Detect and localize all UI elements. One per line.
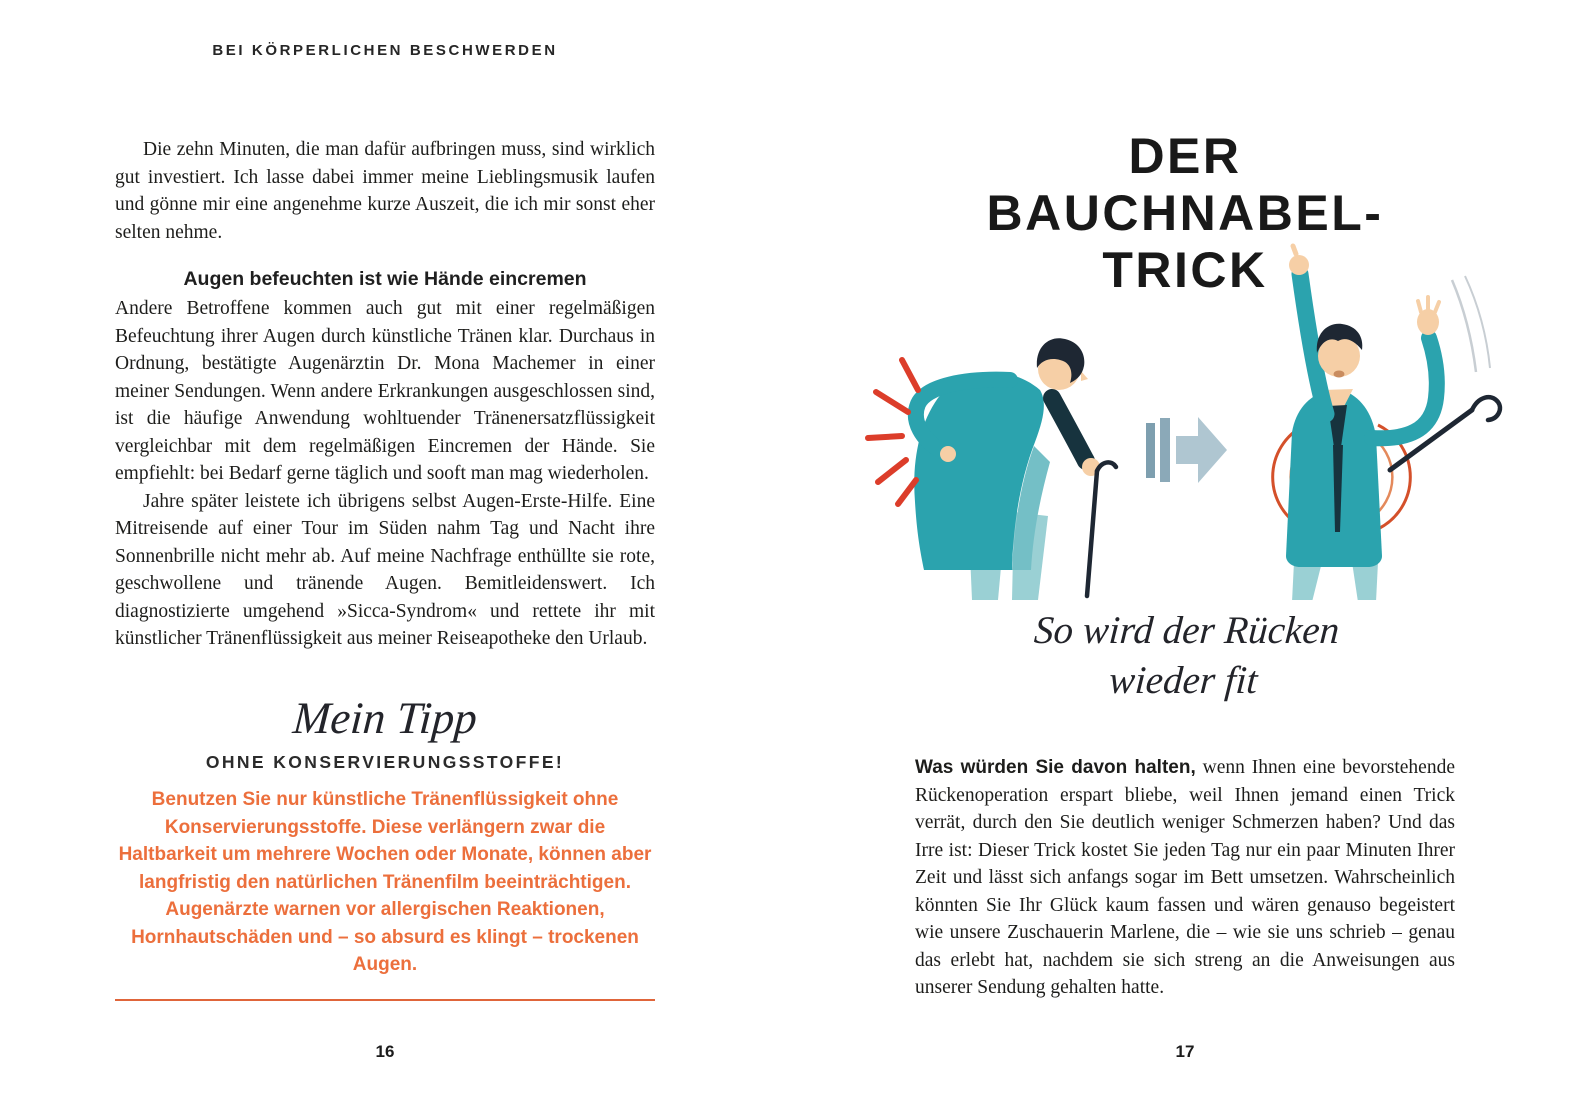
caption-line: wieder fit <box>1107 659 1259 702</box>
man-with-back-pain-figure <box>868 338 1116 600</box>
hand-on-back <box>940 446 956 462</box>
page-number-left: 16 <box>375 1042 395 1061</box>
beard-stubble <box>1334 371 1345 378</box>
cane-motion-lines <box>1452 276 1490 372</box>
paragraph-rest: wenn Ihnen eine bevorstehende Rückenoperation erspart bliebe, weil Ihnen jemand einen Trick verrät, durch den Sie deutlich weniger Schmerzen haben? Und das Irre ist: Dieser Trick kostet Sie jeden Tag nur ein paar Minuten Ihrer Zeit und lässt sich anfangs sogar im Bett umsetzen. Wahrscheinlich könnten Sie Ihr Glück kaum fassen und wären genauso begeistert wie unsere Zuschauerin Marlene, die – wie sie uns schrieb – genau das erlebt hat, nachdem sie sich streng an die Anweisungen aus unserer Sendung gehalten hatte. <box>915 757 1455 998</box>
tip-script-title: Mein Tipp <box>291 693 479 743</box>
paragraph <box>915 754 1455 1002</box>
caption-line: So wird der Rücken <box>1032 609 1341 652</box>
paragraph-lead-in: Was würden Sie davon halten, <box>915 757 1196 778</box>
chapter-title-line: DER <box>1128 128 1242 184</box>
running-head: BEI KÖRPERLICHEN BESCHWERDEN <box>212 42 558 59</box>
transition-arrow-icon <box>1146 417 1227 483</box>
left-text-column <box>115 136 655 653</box>
paragraph: Andere Betroffene kommen auch gut mit einer regelmäßigen Befeuchtung ihrer Augen durch künstliche Tränen klar. Durchaus in Ordnung, bestätigte Augenärztin Dr. Mona Machemer in einer meiner Sendungen. Wenn andere Erkrankungen ausgeschlossen sind, ist die häufige Anwendung wohltuender Tränenersatzflüssigkeit vergleichbar mit dem regelmäßigen Eincremen der Hände. Sie empfiehlt: bei Bedarf gerne täglich und sooft man mag wiederholen. <box>115 298 655 484</box>
raised-fist <box>1289 255 1309 275</box>
tip-body-text: Benutzen Sie nur künstliche Tränenflüssigkeit ohne Konservierungsstoffe. Diese verlängern zwar die Haltbarkeit um mehrere Wochen oder Monate, können aber langfristig den natürlichen Tränenfilm beeinträchtigen. Augenärzte warnen vor allergischen Reaktionen, Hornhautschäden und – so absurd es klingt – trockenen Augen. <box>118 789 652 975</box>
tip-box <box>115 688 655 1001</box>
paragraph: Jahre später leistete ich übrigens selbst Augen-Erste-Hilfe. Eine Mitreisende auf einer Tour im Süden nahm Tag und Nacht ihre Sonnenbrille nicht mehr ab. Auf meine Nachfrage enthüllte sie rote, geschwollene und tränende Augen. Bemitleidenswert. Ich diagnostizierte umgehend »Sicca-Syndrom« und rettete ihr mit künstlicher Tränenflüssigkeit aus meiner Reiseapotheke den Urlaub. <box>115 490 655 649</box>
chapter-title-line: TRICK <box>1102 242 1268 298</box>
section-subheading: Augen befeuchten ist wie Hände eincremen <box>183 268 587 290</box>
page-number-right: 17 <box>1175 1042 1195 1061</box>
walking-cane <box>1087 462 1116 596</box>
chapter-title-line: BAUCHNABEL- <box>986 185 1384 241</box>
celebrating-man-figure <box>1273 246 1500 600</box>
tip-divider-rule <box>115 999 655 1001</box>
right-page <box>785 0 1570 1110</box>
illustration-caption <box>912 606 1459 706</box>
tip-caps-title: OHNE KONSERVIERUNGSSTOFFE! <box>205 752 565 772</box>
back-pain-before-after-illustration <box>860 240 1520 600</box>
paragraph: Die zehn Minuten, die man dafür aufbringen muss, sind wirklich gut investiert. Ich lasse dabei immer meine Lieblingsmusik laufen und gönne mir eine angenehme kurze Auszeit, die ich mir sonst eher selten nehme. <box>115 139 655 243</box>
pain-burst-icon <box>868 360 918 504</box>
